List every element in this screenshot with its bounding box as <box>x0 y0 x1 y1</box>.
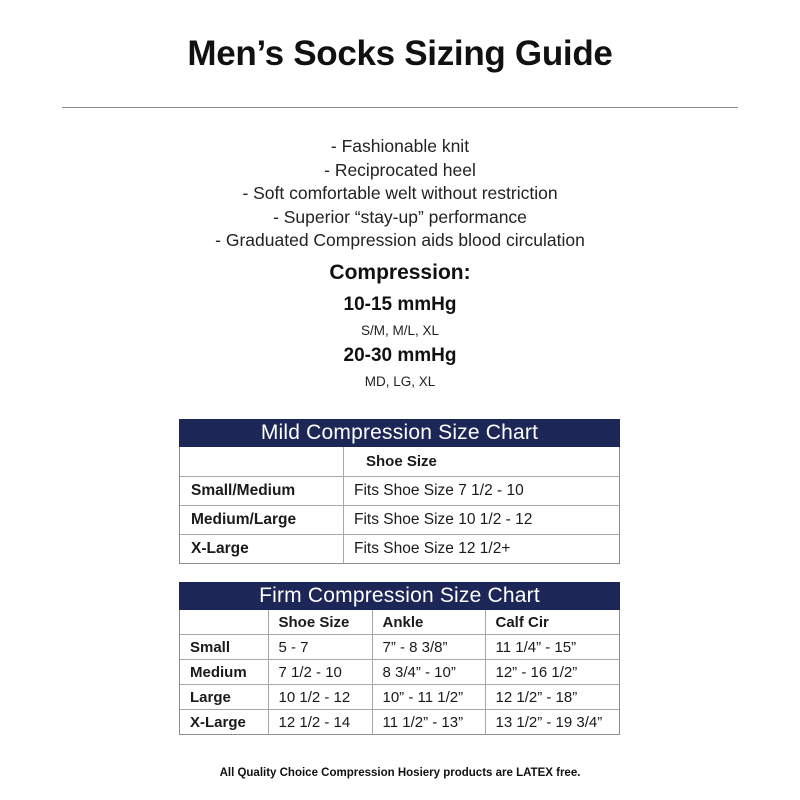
table-header-cell <box>180 610 268 635</box>
compression-sizes-mild: S/M, M/L, XL <box>360 323 440 338</box>
size-label: Medium <box>180 660 268 685</box>
feature-item: - Fashionable knit <box>330 136 470 156</box>
mild-size-table <box>180 447 619 563</box>
size-label: X-Large <box>180 710 268 735</box>
shoe-size-cell: 7 1/2 - 10 <box>268 660 372 685</box>
calf-cell: 12” - 16 1/2” <box>485 660 619 685</box>
feature-item: - Reciprocated heel <box>324 159 476 180</box>
size-label: Large <box>180 685 268 710</box>
ankle-cell: 7” - 8 3/8” <box>372 635 485 660</box>
table-row <box>180 535 619 564</box>
table-row <box>180 710 619 735</box>
feature-item: - Soft comfortable welt without restriction <box>242 183 558 203</box>
calf-cell: 13 1/2” - 19 3/4” <box>485 710 619 735</box>
calf-cell: 12 1/2” - 18” <box>485 685 619 710</box>
table-header-cell: Calf Cir <box>485 610 619 635</box>
table-header-cell: Shoe Size <box>268 610 372 635</box>
size-label: Medium/Large <box>180 506 344 535</box>
title-divider <box>62 107 738 108</box>
page-title: Men’s Socks Sizing Guide <box>187 34 613 73</box>
shoe-size-cell: 5 - 7 <box>268 635 372 660</box>
compression-heading: Compression: <box>329 261 471 284</box>
shoe-size-fit: Fits Shoe Size 12 1/2+ <box>344 535 620 564</box>
feature-list <box>0 135 800 253</box>
mild-compression-chart <box>179 419 620 564</box>
shoe-size-cell: 12 1/2 - 14 <box>268 710 372 735</box>
table-row <box>180 477 619 506</box>
shoe-size-fit: Fits Shoe Size 7 1/2 - 10 <box>344 477 620 506</box>
feature-item: - Superior “stay-up” performance <box>273 206 527 227</box>
mild-chart-title: Mild Compression Size Chart <box>179 419 620 447</box>
size-label: Small <box>180 635 268 660</box>
calf-cell: 11 1/4” - 15” <box>485 635 619 660</box>
firm-size-table <box>180 610 619 734</box>
size-label: Small/Medium <box>180 477 344 506</box>
latex-free-footnote: All Quality Choice Compression Hosiery products are LATEX free. <box>219 767 581 779</box>
firm-compression-chart <box>179 582 620 735</box>
size-label: X-Large <box>180 535 344 564</box>
table-header-row <box>180 447 619 477</box>
shoe-size-fit: Fits Shoe Size 10 1/2 - 12 <box>344 506 620 535</box>
table-row <box>180 506 619 535</box>
table-header-cell: Shoe Size <box>344 447 620 477</box>
feature-item: - Graduated Compression aids blood circulation <box>215 230 585 250</box>
ankle-cell: 11 1/2” - 13” <box>372 710 485 735</box>
ankle-cell: 10” - 11 1/2” <box>372 685 485 710</box>
table-row <box>180 685 619 710</box>
table-header-cell <box>180 447 344 477</box>
table-row <box>180 660 619 685</box>
compression-range-mild: 10-15 mmHg <box>343 294 457 315</box>
table-row <box>180 635 619 660</box>
compression-range-firm: 20-30 mmHg <box>343 345 457 366</box>
firm-chart-title: Firm Compression Size Chart <box>179 582 620 610</box>
ankle-cell: 8 3/4” - 10” <box>372 660 485 685</box>
shoe-size-cell: 10 1/2 - 12 <box>268 685 372 710</box>
compression-sizes-firm: MD, LG, XL <box>364 374 436 389</box>
table-header-row <box>180 610 619 635</box>
table-header-cell: Ankle <box>372 610 485 635</box>
